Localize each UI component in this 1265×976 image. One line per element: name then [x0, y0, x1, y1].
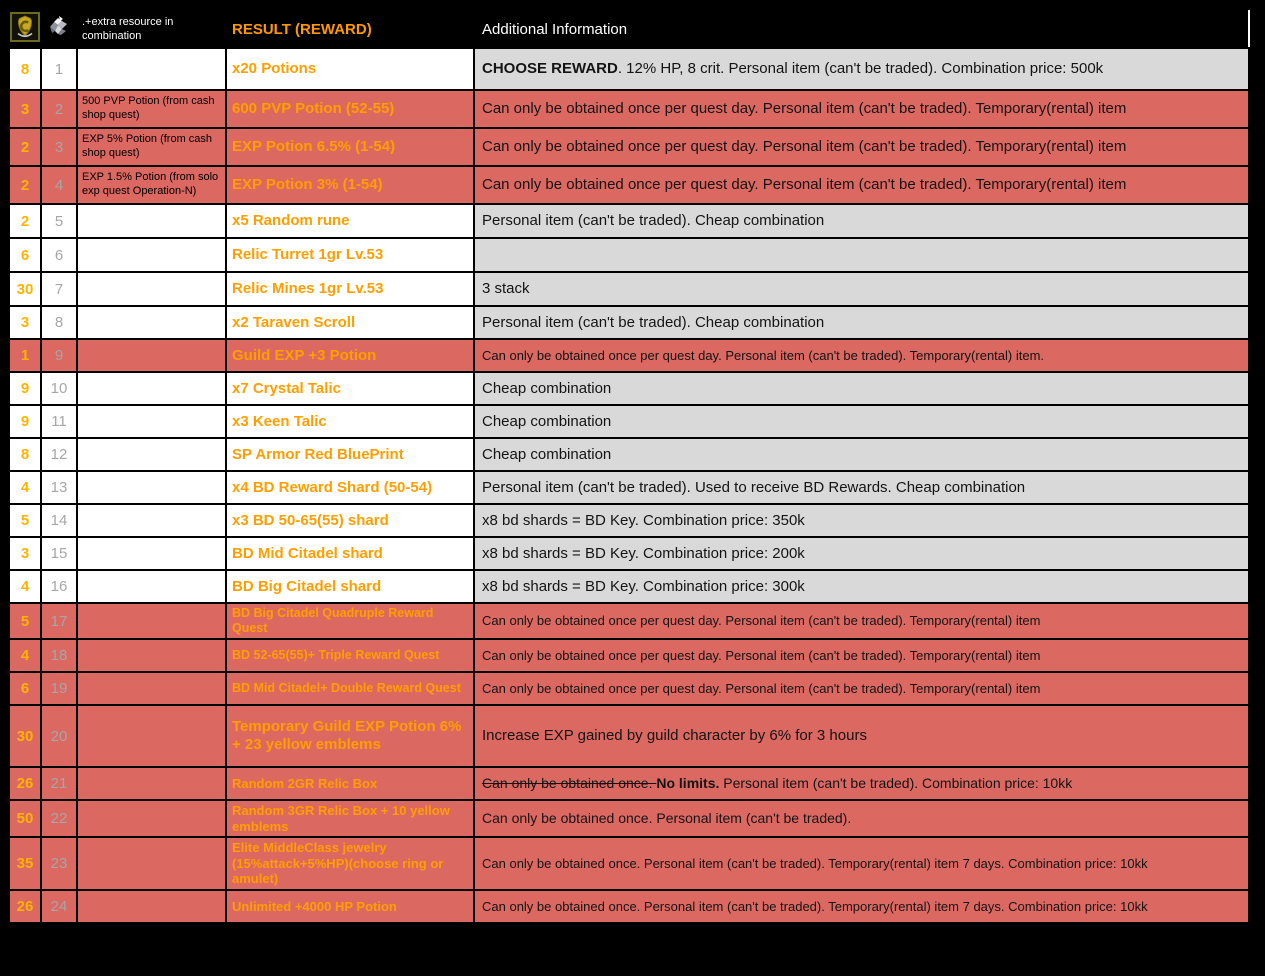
header-cell-emblem-cost [9, 11, 41, 48]
additional-info-cell [474, 204, 1249, 238]
emblem-cost-value: 30 [9, 272, 41, 306]
table-row [9, 372, 1249, 405]
row-number: 12 [41, 438, 77, 471]
reward-table [8, 10, 1250, 924]
extra-resource-cell [77, 603, 226, 639]
table-row [9, 890, 1249, 923]
additional-info-cell [474, 306, 1249, 339]
additional-info-cell [474, 837, 1249, 890]
additional-info-cell [474, 800, 1249, 837]
info-segment: CHOOSE REWARD [482, 60, 618, 77]
emblem-cost-value: 9 [9, 405, 41, 438]
table-row [9, 603, 1249, 639]
emblem-cost-value: 6 [9, 238, 41, 272]
row-number: 15 [41, 537, 77, 570]
additional-info-cell [474, 48, 1249, 90]
table-row [9, 471, 1249, 504]
extra-resource-cell [77, 504, 226, 537]
row-number: 18 [41, 639, 77, 672]
row-number: 10 [41, 372, 77, 405]
table-row [9, 128, 1249, 166]
row-number: 23 [41, 837, 77, 890]
table-row [9, 837, 1249, 890]
table-row [9, 339, 1249, 372]
header-result-reward: RESULT (REWARD) [226, 11, 474, 48]
extra-resource-cell [77, 705, 226, 767]
info-segment: Personal item (can't be traded). Cheap combination [482, 212, 825, 229]
additional-info-cell [474, 705, 1249, 767]
info-segment: Can only be obtained once per quest day. Personal item (can't be traded). Temporary(rental) item [482, 176, 1127, 193]
emblem-cost-value: 2 [9, 128, 41, 166]
extra-resource-cell [77, 672, 226, 705]
row-number: 16 [41, 570, 77, 603]
table-row [9, 438, 1249, 471]
extra-resource-cell [77, 306, 226, 339]
result-reward-cell: x3 Keen Talic [226, 405, 474, 438]
row-number: 17 [41, 603, 77, 639]
table-row [9, 238, 1249, 272]
table-row [9, 166, 1249, 204]
info-segment: Can only be obtained once. Personal item (can't be traded). Temporary(rental) item 7 days. Combination price: 10kk [482, 898, 1148, 914]
table-row [9, 405, 1249, 438]
extra-resource-cell [77, 767, 226, 800]
table-row [9, 767, 1249, 800]
info-segment: Cheap combination [482, 412, 612, 430]
extra-resource-cell [77, 438, 226, 471]
info-segment: x8 bd shards = BD Key. Combination price: 300k [482, 577, 805, 595]
result-reward-cell: BD Mid Citadel shard [226, 537, 474, 570]
emblem-cost-value: 5 [9, 504, 41, 537]
emblem-cost-value: 35 [9, 837, 41, 890]
table-row [9, 800, 1249, 837]
result-reward-cell: x4 BD Reward Shard (50-54) [226, 471, 474, 504]
additional-info-cell [474, 90, 1249, 128]
extra-resource-cell [77, 204, 226, 238]
row-number: 6 [41, 238, 77, 272]
extra-resource-cell [77, 339, 226, 372]
result-reward-cell: x5 Random rune [226, 204, 474, 238]
table-row [9, 90, 1249, 128]
info-segment: Cheap combination [482, 445, 612, 463]
result-reward-cell: BD Big Citadel shard [226, 570, 474, 603]
result-reward-cell: BD Mid Citadel+ Double Reward Quest [226, 672, 474, 705]
additional-info-cell [474, 767, 1249, 800]
info-segment: No limits. [656, 775, 720, 792]
emblem-cost-value: 9 [9, 372, 41, 405]
result-reward-cell: x20 Potions [226, 48, 474, 90]
emblem-cost-value: 26 [9, 890, 41, 923]
info-segment: Personal item (can't be traded). Used to receive BD Rewards. Cheap combination [482, 478, 1026, 496]
additional-info-cell [474, 128, 1249, 166]
extra-resource-cell: EXP 1.5% Potion (from solo exp quest Operation-N) [77, 166, 226, 204]
extra-resource-cell: EXP 5% Potion (from cash shop quest) [77, 128, 226, 166]
row-number: 13 [41, 471, 77, 504]
info-segment: Personal item (can't be traded). Combination price: 10kk [719, 775, 1073, 792]
result-reward-cell: SP Armor Red BluePrint [226, 438, 474, 471]
table-row [9, 570, 1249, 603]
extra-resource-cell [77, 837, 226, 890]
table-row [9, 204, 1249, 238]
row-number: 7 [41, 272, 77, 306]
emblem-cost-value: 3 [9, 537, 41, 570]
additional-info-cell [474, 372, 1249, 405]
result-reward-cell: Unlimited +4000 HP Potion [226, 890, 474, 923]
additional-info-cell [474, 603, 1249, 639]
row-number: 19 [41, 672, 77, 705]
crystal-icon [46, 15, 72, 39]
table-row [9, 672, 1249, 705]
table-row [9, 537, 1249, 570]
emblem-cost-value: 8 [9, 48, 41, 90]
result-reward-cell: Random 2GR Relic Box [226, 767, 474, 800]
row-number: 11 [41, 405, 77, 438]
extra-resource-cell [77, 639, 226, 672]
additional-info-cell [474, 471, 1249, 504]
info-segment: Can only be obtained once per quest day. Personal item (can't be traded). Temporary(rental) item [482, 138, 1127, 155]
result-reward-cell: 600 PVP Potion (52-55) [226, 90, 474, 128]
emblem-cost-value: 50 [9, 800, 41, 837]
yellow-emblem-icon [10, 12, 40, 42]
emblem-cost-value: 2 [9, 166, 41, 204]
result-reward-cell: x7 Crystal Talic [226, 372, 474, 405]
info-segment: Can only be obtained once per quest day. Personal item (can't be traded). Temporary(rental) item [482, 613, 1041, 629]
table-row [9, 306, 1249, 339]
row-number: 4 [41, 166, 77, 204]
emblem-cost-value: 26 [9, 767, 41, 800]
result-reward-cell: EXP Potion 3% (1-54) [226, 166, 474, 204]
extra-resource-cell [77, 471, 226, 504]
result-reward-cell: BD 52-65(55)+ Triple Reward Quest [226, 639, 474, 672]
info-segment: 3 stack [482, 280, 530, 297]
result-reward-cell: Relic Mines 1gr Lv.53 [226, 272, 474, 306]
result-reward-cell: Guild EXP +3 Potion [226, 339, 474, 372]
row-number: 14 [41, 504, 77, 537]
additional-info-cell [474, 405, 1249, 438]
row-number: 22 [41, 800, 77, 837]
row-number: 3 [41, 128, 77, 166]
emblem-cost-value: 4 [9, 471, 41, 504]
additional-info-cell [474, 570, 1249, 603]
result-reward-cell: x2 Taraven Scroll [226, 306, 474, 339]
info-segment: Can only be obtained once per quest day. Personal item (can't be traded). Temporary(rental) item [482, 680, 1041, 696]
additional-info-cell [474, 438, 1249, 471]
info-segment: . 12% HP, 8 crit. Personal item (can't be traded). Combination price: 500k [617, 60, 1104, 77]
emblem-cost-value: 3 [9, 90, 41, 128]
extra-resource-cell [77, 890, 226, 923]
info-segment: x8 bd shards = BD Key. Combination price: 350k [482, 511, 805, 529]
info-segment: Personal item (can't be traded). Cheap combination [482, 313, 825, 331]
result-reward-cell: Relic Turret 1gr Lv.53 [226, 238, 474, 272]
additional-info-cell [474, 890, 1249, 923]
table-row [9, 504, 1249, 537]
emblem-cost-value: 4 [9, 570, 41, 603]
info-segment: Can only be obtained once per quest day. Personal item (can't be traded). Temporary(rental) item. [482, 347, 1045, 363]
extra-resource-cell [77, 372, 226, 405]
emblem-cost-value: 4 [9, 639, 41, 672]
additional-info-cell [474, 672, 1249, 705]
info-segment: Cheap combination [482, 379, 612, 397]
result-reward-cell: Random 3GR Relic Box + 10 yellow emblems [226, 800, 474, 837]
info-segment: Can only be obtained once. Personal item (can't be traded). [482, 810, 852, 827]
extra-resource-cell [77, 405, 226, 438]
info-segment: Can only be obtained once. [482, 775, 657, 792]
emblem-cost-value: 2 [9, 204, 41, 238]
emblem-cost-value: 30 [9, 705, 41, 767]
result-reward-cell: EXP Potion 6.5% (1-54) [226, 128, 474, 166]
row-number: 21 [41, 767, 77, 800]
row-number: 5 [41, 204, 77, 238]
extra-resource-cell [77, 800, 226, 837]
additional-info-cell [474, 238, 1249, 272]
row-number: 1 [41, 48, 77, 90]
extra-resource-cell [77, 272, 226, 306]
additional-info-cell [474, 504, 1249, 537]
table-row [9, 705, 1249, 767]
info-segment: Increase EXP gained by guild character by 6% for 3 hours [482, 727, 867, 744]
emblem-cost-value: 3 [9, 306, 41, 339]
result-reward-cell: x3 BD 50-65(55) shard [226, 504, 474, 537]
header-cell-crystal-cost [41, 11, 77, 48]
table-row [9, 272, 1249, 306]
additional-info-cell [474, 639, 1249, 672]
result-reward-cell: Elite MiddleClass jewelry (15%attack+5%HP)(choose ring or amulet) [226, 837, 474, 890]
header-extra-resource: .+extra resource in combination [77, 11, 226, 48]
info-segment: Can only be obtained once per quest day. Personal item (can't be traded). Temporary(rental) item [482, 647, 1041, 663]
emblem-cost-value: 5 [9, 603, 41, 639]
row-number: 8 [41, 306, 77, 339]
emblem-cost-value: 6 [9, 672, 41, 705]
extra-resource-cell: 500 PVP Potion (from cash shop quest) [77, 90, 226, 128]
info-segment: Can only be obtained once. Personal item (can't be traded). Temporary(rental) item 7 days. Combination price: 10kk [482, 855, 1148, 871]
extra-resource-cell [77, 48, 226, 90]
row-number: 20 [41, 705, 77, 767]
table-row [9, 48, 1249, 90]
additional-info-cell [474, 339, 1249, 372]
row-number: 24 [41, 890, 77, 923]
emblem-cost-value: 1 [9, 339, 41, 372]
extra-resource-cell [77, 570, 226, 603]
extra-resource-cell [77, 537, 226, 570]
additional-info-cell [474, 166, 1249, 204]
additional-info-cell [474, 537, 1249, 570]
emblem-cost-value: 8 [9, 438, 41, 471]
header-row [9, 11, 1249, 48]
result-reward-cell: Temporary Guild EXP Potion 6% + 23 yellow emblems [226, 705, 474, 767]
info-segment: Can only be obtained once per quest day. Personal item (can't be traded). Temporary(rental) item [482, 100, 1127, 117]
header-additional-information: Additional Information [474, 11, 1249, 48]
extra-resource-cell [77, 238, 226, 272]
result-reward-cell: BD Big Citadel Quadruple Reward Quest [226, 603, 474, 639]
table-row [9, 639, 1249, 672]
info-segment: x8 bd shards = BD Key. Combination price: 200k [482, 544, 805, 562]
additional-info-cell [474, 272, 1249, 306]
row-number: 9 [41, 339, 77, 372]
row-number: 2 [41, 90, 77, 128]
